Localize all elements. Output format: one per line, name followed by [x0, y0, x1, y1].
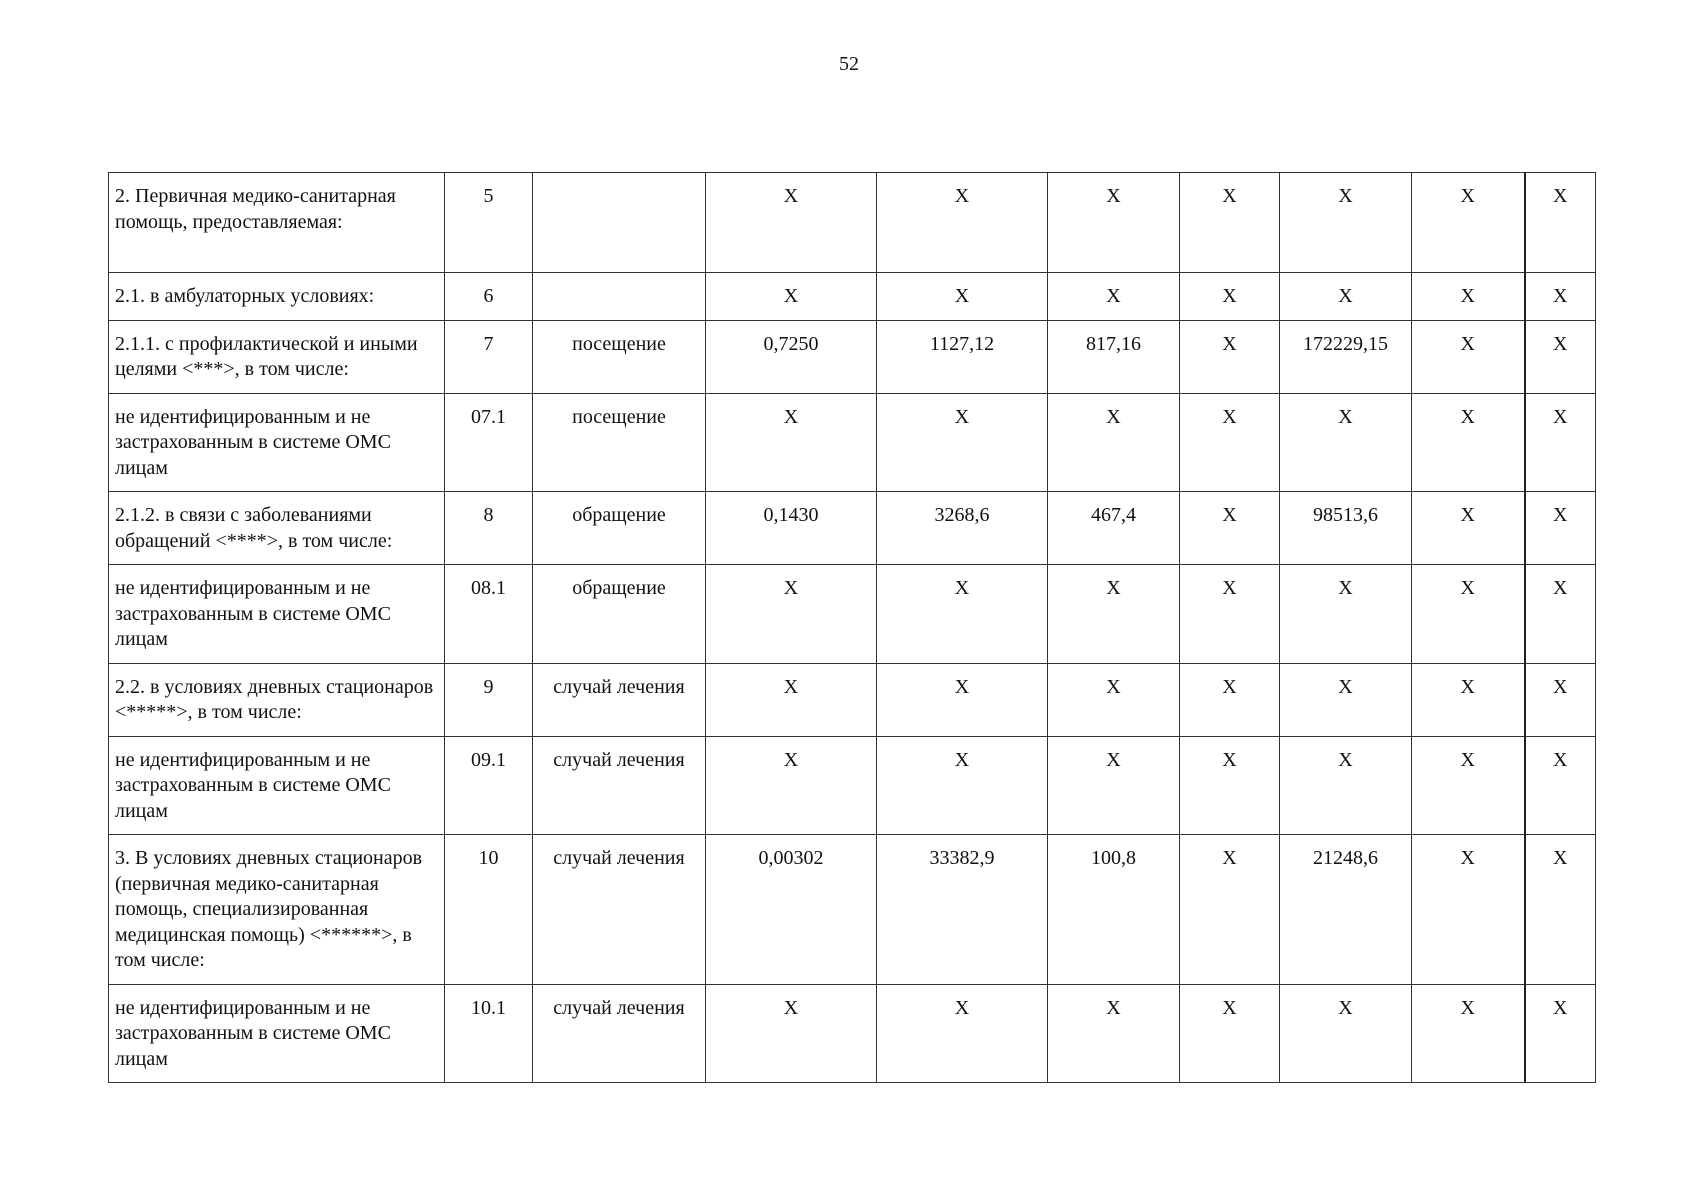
row-per-capita-cell: 817,16	[1048, 320, 1180, 393]
row-col9-cell: X	[1525, 173, 1596, 273]
row-name-cell: 2.1. в амбулаторных условиях:	[109, 273, 445, 321]
row-unit-cell: случай лечения	[533, 663, 706, 736]
row-per-capita-cell: 467,4	[1048, 492, 1180, 565]
row-unit-cell: посещение	[533, 320, 706, 393]
row-volume-cell: X	[706, 663, 877, 736]
row-col7-cell: X	[1280, 273, 1412, 321]
table-row	[109, 273, 1596, 321]
row-cost-cell: X	[877, 273, 1048, 321]
row-volume-cell: 0,7250	[706, 320, 877, 393]
row-col6-cell: X	[1180, 663, 1280, 736]
row-per-capita-cell: X	[1048, 393, 1180, 492]
table-row	[109, 984, 1596, 1083]
row-col9-cell: X	[1525, 273, 1596, 321]
row-col8-cell: X	[1412, 273, 1525, 321]
row-unit-cell: обращение	[533, 565, 706, 664]
row-col7-cell: X	[1280, 393, 1412, 492]
row-col9-cell: X	[1525, 984, 1596, 1083]
row-cost-cell: X	[877, 984, 1048, 1083]
data-table	[108, 172, 1596, 1083]
row-code-cell: 8	[445, 492, 533, 565]
table-row	[109, 393, 1596, 492]
row-name-cell: 2.1.1. с профилактической и иными целями <***>, в том числе:	[109, 320, 445, 393]
row-col9-cell: X	[1525, 492, 1596, 565]
row-name-cell: не идентифицированным и не застрахованным в системе ОМС лицам	[109, 984, 445, 1083]
row-name-cell: 2. Первичная медико-санитарная помощь, предоставляемая:	[109, 173, 445, 273]
row-volume-cell: X	[706, 984, 877, 1083]
row-cost-cell: 3268,6	[877, 492, 1048, 565]
row-unit-cell: обращение	[533, 492, 706, 565]
row-code-cell: 08.1	[445, 565, 533, 664]
row-col6-cell: X	[1180, 984, 1280, 1083]
row-col9-cell: X	[1525, 663, 1596, 736]
row-code-cell: 07.1	[445, 393, 533, 492]
table-row	[109, 835, 1596, 985]
row-cost-cell: X	[877, 173, 1048, 273]
row-volume-cell: 0,00302	[706, 835, 877, 985]
row-name-cell: 2.1.2. в связи с заболеваниями обращений <****>, в том числе:	[109, 492, 445, 565]
row-col8-cell: X	[1412, 565, 1525, 664]
table-row	[109, 663, 1596, 736]
row-code-cell: 6	[445, 273, 533, 321]
row-code-cell: 10	[445, 835, 533, 985]
row-col7-cell: 21248,6	[1280, 835, 1412, 985]
row-col7-cell: X	[1280, 736, 1412, 835]
row-name-cell: 3. В условиях дневных стационаров (первичная медико-санитарная помощь, специализированная медицинская помощь) <******>, в том числе:	[109, 835, 445, 985]
row-col7-cell: 172229,15	[1280, 320, 1412, 393]
row-per-capita-cell: X	[1048, 173, 1180, 273]
row-cost-cell: X	[877, 565, 1048, 664]
row-code-cell: 10.1	[445, 984, 533, 1083]
row-volume-cell: X	[706, 273, 877, 321]
row-col6-cell: X	[1180, 173, 1280, 273]
page-number: 52	[839, 53, 859, 75]
row-per-capita-cell: 100,8	[1048, 835, 1180, 985]
row-per-capita-cell: X	[1048, 736, 1180, 835]
row-col8-cell: X	[1412, 835, 1525, 985]
row-col9-cell: X	[1525, 835, 1596, 985]
row-code-cell: 7	[445, 320, 533, 393]
row-cost-cell: X	[877, 663, 1048, 736]
row-per-capita-cell: X	[1048, 984, 1180, 1083]
row-volume-cell: X	[706, 393, 877, 492]
table-row	[109, 320, 1596, 393]
row-cost-cell: X	[877, 736, 1048, 835]
row-col6-cell: X	[1180, 273, 1280, 321]
row-col8-cell: X	[1412, 320, 1525, 393]
row-cost-cell: 1127,12	[877, 320, 1048, 393]
row-col7-cell: 98513,6	[1280, 492, 1412, 565]
row-col6-cell: X	[1180, 320, 1280, 393]
row-volume-cell: X	[706, 736, 877, 835]
row-col7-cell: X	[1280, 984, 1412, 1083]
row-unit-cell: случай лечения	[533, 736, 706, 835]
row-unit-cell	[533, 173, 706, 273]
row-col6-cell: X	[1180, 492, 1280, 565]
row-cost-cell: X	[877, 393, 1048, 492]
row-per-capita-cell: X	[1048, 273, 1180, 321]
row-name-cell: не идентифицированным и не застрахованным в системе ОМС лицам	[109, 565, 445, 664]
row-volume-cell: X	[706, 565, 877, 664]
row-volume-cell: X	[706, 173, 877, 273]
row-col8-cell: X	[1412, 736, 1525, 835]
row-col7-cell: X	[1280, 565, 1412, 664]
row-col9-cell: X	[1525, 736, 1596, 835]
row-col6-cell: X	[1180, 393, 1280, 492]
row-unit-cell: случай лечения	[533, 984, 706, 1083]
row-code-cell: 9	[445, 663, 533, 736]
row-cost-cell: 33382,9	[877, 835, 1048, 985]
row-col6-cell: X	[1180, 736, 1280, 835]
row-name-cell: не идентифицированным и не застрахованным в системе ОМС лицам	[109, 393, 445, 492]
row-col9-cell: X	[1525, 565, 1596, 664]
row-per-capita-cell: X	[1048, 565, 1180, 664]
row-name-cell: не идентифицированным и не застрахованным в системе ОМС лицам	[109, 736, 445, 835]
table-row	[109, 492, 1596, 565]
row-col8-cell: X	[1412, 173, 1525, 273]
row-col8-cell: X	[1412, 984, 1525, 1083]
row-unit-cell: посещение	[533, 393, 706, 492]
row-unit-cell	[533, 273, 706, 321]
row-code-cell: 09.1	[445, 736, 533, 835]
table-row	[109, 173, 1596, 273]
row-col7-cell: X	[1280, 663, 1412, 736]
row-col9-cell: X	[1525, 320, 1596, 393]
row-col8-cell: X	[1412, 492, 1525, 565]
row-code-cell: 5	[445, 173, 533, 273]
row-col9-cell: X	[1525, 393, 1596, 492]
row-name-cell: 2.2. в условиях дневных стационаров <*****>, в том числе:	[109, 663, 445, 736]
row-col8-cell: X	[1412, 663, 1525, 736]
row-col8-cell: X	[1412, 393, 1525, 492]
table-row	[109, 736, 1596, 835]
row-unit-cell: случай лечения	[533, 835, 706, 985]
row-per-capita-cell: X	[1048, 663, 1180, 736]
table-body	[109, 173, 1596, 1083]
table-row	[109, 565, 1596, 664]
row-col7-cell: X	[1280, 173, 1412, 273]
row-volume-cell: 0,1430	[706, 492, 877, 565]
row-col6-cell: X	[1180, 835, 1280, 985]
row-col6-cell: X	[1180, 565, 1280, 664]
